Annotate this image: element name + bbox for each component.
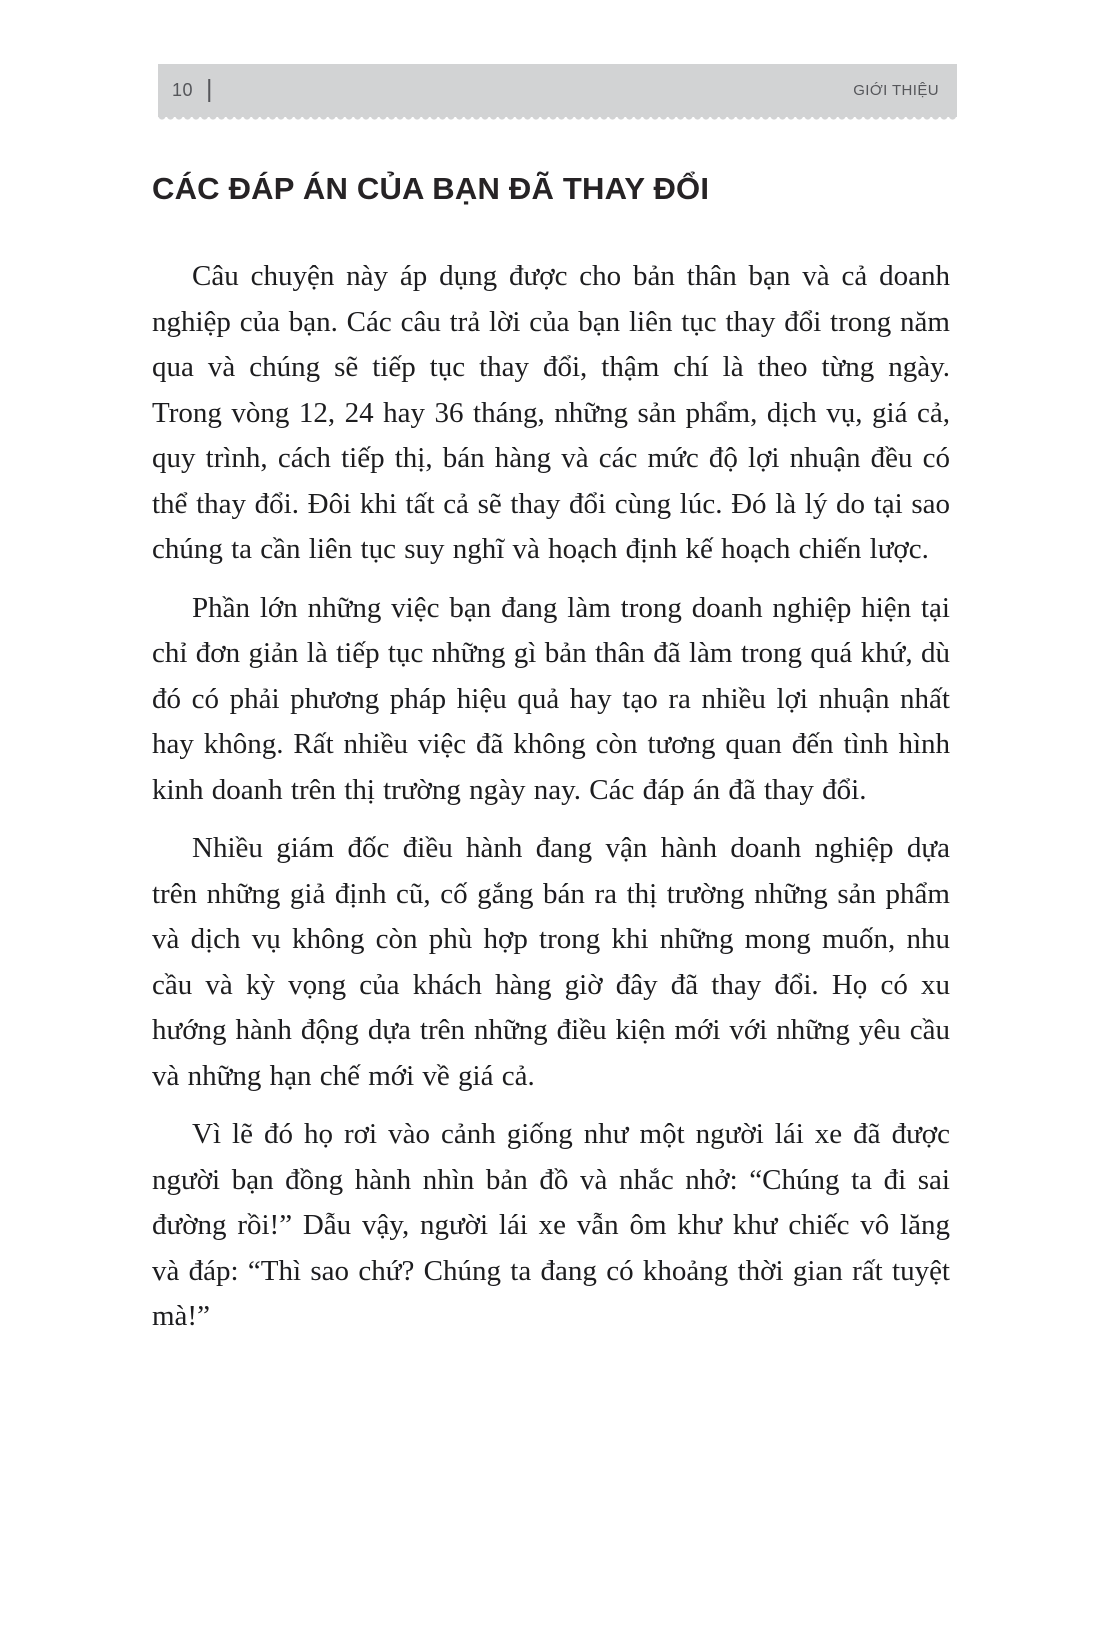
body-paragraph-1: Câu chuyện này áp dụng được cho bản thân bạn và cả doanh nghiệp của bạn. Các câu trả lời của bạn liên tục thay đổi trong năm qua và chúng sẽ tiếp tục thay đổi, thậm chí là theo từng ngày. Trong vòng 12, 24 hay 36 tháng, những sản phẩm, dịch vụ, giá cả, quy trình, cách tiếp thị, bán hàng và các mức độ lợi nhuận đều có thể thay đổi. Đôi khi tất cả sẽ thay đổi cùng lúc. Đó là lý do tại sao chúng ta cần liên tục suy nghĩ và hoạch định kế hoạch chiến lược.: [152, 260, 950, 565]
page-title: CÁC ĐÁP ÁN CỦA BẠN ĐÃ THAY ĐỔI: [152, 171, 710, 206]
running-header-left: [172, 75, 213, 103]
page-number: 10: [172, 80, 194, 100]
body-paragraph-2: Phần lớn những việc bạn đang làm trong doanh nghiệp hiện tại chỉ đơn giản là tiếp tục những gì bản thân đã làm trong quá khứ, dù đó có phải phương pháp hiệu quả hay tạo ra nhiều lợi nhuận nhất hay không. Rất nhiều việc đã không còn tương quan đến tình hình kinh doanh trên thị trường ngày nay. Các đáp án đã thay đổi.: [152, 591, 950, 806]
page-number-divider: |: [206, 75, 213, 103]
running-header-bar: [158, 64, 957, 117]
content-area: [152, 254, 950, 1353]
body-paragraph-3: Nhiều giám đốc điều hành đang vận hành doanh nghiệp dựa trên những giả định cũ, cố gắng bán ra thị trường những sản phẩm và dịch vụ không còn phù hợp trong khi những mong muốn, nhu cầu và kỳ vọng của khách hàng giờ đây đã thay đổi. Họ có xu hướng hành động dựa trên những điều kiện mới với những yêu cầu và những hạn chế mới về giá cả.: [152, 832, 950, 1092]
body-paragraph-4: Vì lẽ đó họ rơi vào cảnh giống như một người lái xe đã được người bạn đồng hành nhìn bản đồ và nhắc nhở: “Chúng ta đi sai đường rồi!” Dẫu vậy, người lái xe vẫn ôm khư khư chiếc vô lăng và đáp: “Thì sao chứ? Chúng ta đang có khoảng thời gian rất tuyệt mà!”: [152, 1118, 950, 1332]
section-title: GIỚI THIỆU: [853, 82, 939, 99]
